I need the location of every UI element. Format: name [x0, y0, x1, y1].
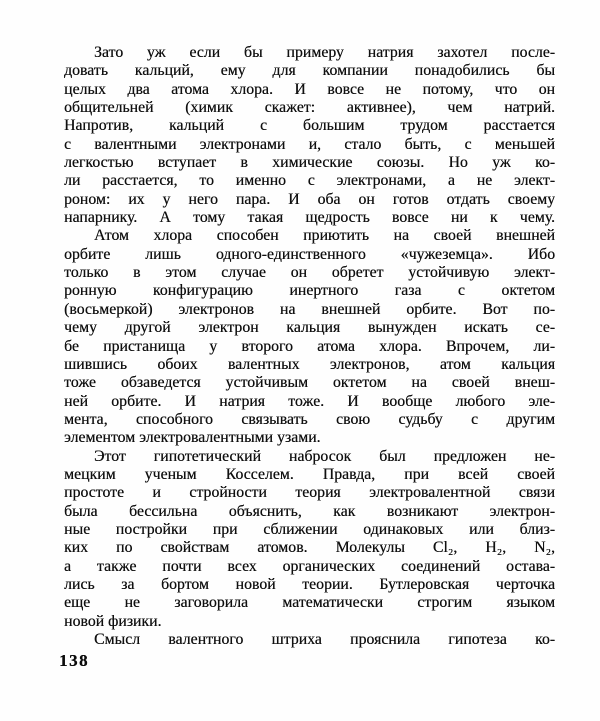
- text-line: а также почти всех органических соединений остава-: [64, 557, 555, 575]
- text-line: шившись обоих валентных электронов, атом кальция: [64, 355, 555, 373]
- text-line: мецким ученым Косселем. Правда, при всей своей: [64, 465, 555, 483]
- text-line: еще не заговорила математически строгим языком: [64, 594, 555, 612]
- text-line: лись за бортом новой теории. Бутлеровская черточка: [64, 575, 555, 593]
- text-line: (восьмеркой) электронов на внешней орбите. Вот по-: [64, 300, 555, 318]
- text-line: Напротив, кальций с большим трудом расстается: [64, 117, 555, 135]
- text-line: ронную конфигурацию инертного газа с октетом: [64, 282, 555, 300]
- text-line: была бессильна объяснить, как возникают электрон-: [64, 502, 555, 520]
- text-line: только в этом случае он обретет устойчивую элект-: [64, 264, 555, 282]
- text-line: ные постройки при сближении одинаковых или близ-: [64, 520, 555, 538]
- text-line: с валентными электронами и, стало быть, с меньшей: [64, 135, 555, 153]
- text-line: ней орбите. И натрия тоже. И вообще любого эле-: [64, 392, 555, 410]
- text-line: орбите лишь одного-единственного «чужеземца». Ибо: [64, 245, 555, 263]
- text-line: новой физики.: [64, 612, 162, 630]
- text-line: общительней (химик скажет: активнее), чем натрий.: [64, 99, 555, 117]
- text-line: напарнику. А тому такая щедрость вовсе ни к чему.: [64, 209, 555, 227]
- text-line: элементом электровалентными узами.: [64, 429, 321, 447]
- page-number: 138: [59, 651, 89, 670]
- text-line: роном: их у него пара. И оба он готов отдать своему: [64, 190, 555, 208]
- text-line: простоте и стройности теория электровалентной связи: [64, 484, 555, 502]
- text-line: бе пристанища у второго атома хлора. Впрочем, ли-: [64, 337, 555, 355]
- text-line: целых два атома хлора. И вовсе не потому, что он: [64, 80, 555, 98]
- text-line: легкостью вступает в химические союзы. Но уж ко-: [64, 154, 555, 172]
- text-line: чему другой электрон кальция вынужден искать се-: [64, 319, 555, 337]
- text-line: Этот гипотетический набросок был предложен не-: [94, 447, 555, 465]
- text-line: довать кальций, ему для компании понадобились бы: [64, 62, 555, 80]
- text-line: ли расстается, то именно с электронами, а не элект-: [64, 172, 555, 190]
- page-text: [64, 44, 555, 649]
- text-line: ких по свойствам атомов. Молекулы Cl₂, H₂, N₂,: [64, 539, 555, 557]
- text-line: Зато уж если бы примеру натрия захотел после-: [94, 44, 555, 61]
- text-line: тоже обзаведется устойчивым октетом на своей внеш-: [64, 374, 555, 392]
- text-line: мента, способного связывать свою судьбу с другим: [64, 410, 555, 428]
- text-line: Смысл валентного штриха прояснила гипотеза ко-: [94, 631, 555, 648]
- text-line: Атом хлора способен приютить на своей внешней: [94, 227, 555, 245]
